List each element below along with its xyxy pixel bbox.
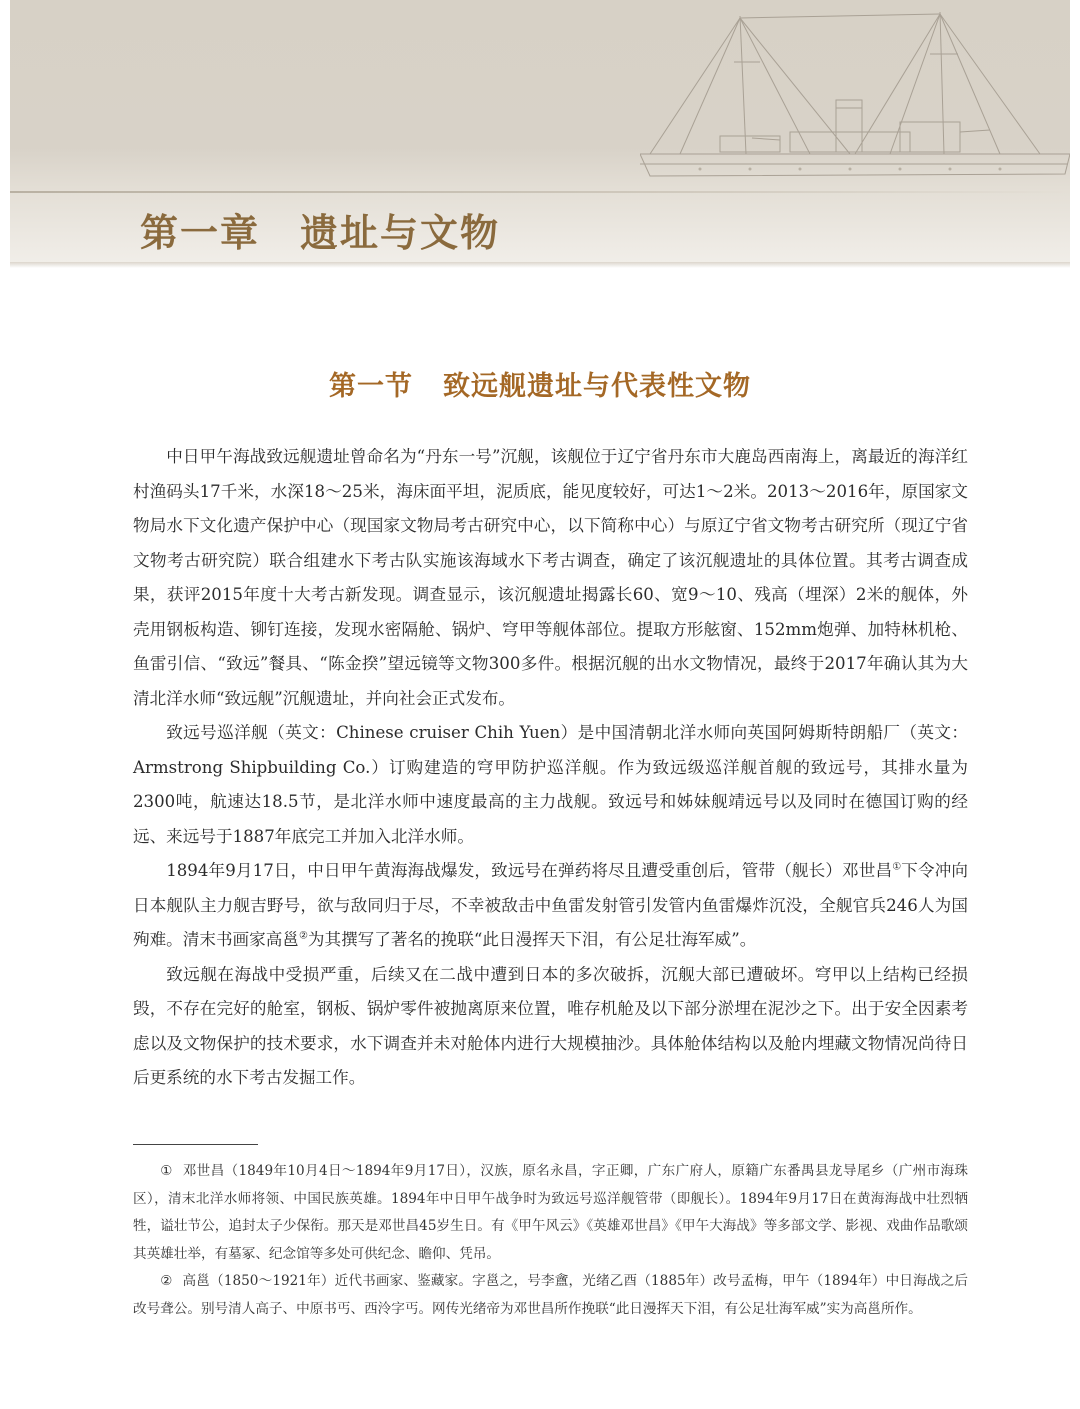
paragraph-4: 致远舰在海战中受损严重，后续又在二战中遭到日本的多次破拆，沉舰大部已遭破坏。穹甲以上结构已经损毁，不存在完好的舱室，钢板、锅炉零件被抛离原来位置，唯存机舱及以下部分淤埋在泥沙之下。出于安全因素考虑以及文物保护的技术要求，水下调查并未对舱体内进行大规模抽沙。具体舱体结构以及舱内埋藏文物情况尚待日后更系统的水下考古发掘工作。 (133, 964, 968, 1087)
body-text (133, 440, 968, 1096)
banner-bottom-edge (10, 262, 1070, 268)
footnote-divider (133, 1144, 258, 1145)
paragraph-1: 中日甲午海战致远舰遗址曾命名为“丹东一号”沉舰，该舰位于辽宁省丹东市大鹿岛西南海上，离最近的海洋红村渔码头17千米，水深18～25米，海床面平坦，泥质底，能见度较好，可达1～2米。2013～2016年，原国家文物局水下文化遗产保护中心（现国家文物局考古研究中心，以下简称中心）与原辽宁省文物考古研究所（现辽宁省文物考古研究院）联合组建水下考古队实施该海域水下考古调查，确定了该沉舰遗址的具体位置。其考古调查成果，获评2015年度十大考古新发现。调查显示，该沉舰遗址揭露长60、宽9～10、残高（埋深）2米的舰体，外壳用钢板构造、铆钉连接，发现水密隔舱、锅炉、穹甲等舰体部位。提取方形舷窗、152mm炮弹、加特林机枪、鱼雷引信、“致远”餐具、“陈金揆”望远镜等文物300多件。根据沉舰的出水文物情况，最终于2017年确认其为大清北洋水师“致远舰”沉舰遗址，并向社会正式发布。 (133, 447, 968, 708)
warship-sketch-illustration (640, 4, 1070, 192)
chapter-title (140, 202, 500, 257)
section-number: 第一节 (329, 371, 413, 402)
footnotes (133, 1158, 968, 1323)
footnote-2-text: 高邕（1850～1921年）近代书画家、鉴藏家。字邕之，号李盦，光绪乙酉（1885年）改号孟梅，甲午（1894年）中日海战之后改号聋公。别号清人高子、中原书丐、西泠字丐。网传光绪帝为邓世昌所作挽联“此日漫挥天下泪，有公足壮海军威”实为高邕所作。 (133, 1273, 968, 1317)
paragraph-3-part-2: 下令冲向日本舰队主力舰吉野号，欲与敌同归于尽，不幸被敌击中鱼雷发射管引发管内鱼雷爆炸沉没，全舰官兵246人为国殉难。清末书画家高邕 (133, 861, 969, 949)
paragraph-3 (133, 854, 968, 958)
paragraph-3-part-1: 1894年9月17日，中日甲午黄海海战爆发，致远号在弹药将尽且遭受重创后，管带（舰长）邓世昌 (166, 861, 893, 880)
footnote-1-text: 邓世昌（1849年10月4日～1894年9月17日），汉族，原名永昌，字正卿，广东广府人，原籍广东番禺县龙导尾乡（广州市海珠区），清末北洋水师将领、中国民族英雄。1894年中日甲午战争时为致远号巡洋舰管带（即舰长）。1894年9月17日在黄海海战中壮烈牺牲，谥壮节公，追封太子少保衔。那天是邓世昌45岁生日。有《甲午风云》《英雄邓世昌》《甲午大海战》等多部文学、影视、戏曲作品歌颂其英雄壮举，有墓冢、纪念馆等多处可供纪念、瞻仰、凭吊。 (133, 1163, 969, 1262)
footnote-2-mark: ② (160, 1273, 173, 1289)
chapter-number: 第一章 (140, 210, 261, 255)
paragraph-2: 致远号巡洋舰（英文：Chinese cruiser Chih Yuen）是中国清朝北洋水师向英国阿姆斯特朗船厂（英文：Armstrong Shipbuilding Co.）订购建造的穹甲防护巡洋舰。作为致远级巡洋舰首舰的致远号，其排水量为2300吨，航速达18.5节，是北洋水师中速度最高的主力战舰。致远号和姊妹舰靖远号以及同时在德国订购的经远、来远号于1887年底完工并加入北洋水师。 (133, 723, 968, 846)
paragraph-3-part-3: 为其撰写了著名的挽联“此日漫挥天下泪，有公足壮海军威”。 (307, 930, 757, 949)
chapter-name: 遗址与文物 (300, 210, 501, 255)
section-title (0, 364, 1080, 403)
banner-divider (10, 191, 1070, 193)
footnote-1-mark: ① (160, 1163, 173, 1179)
section-name: 致远舰遗址与代表性文物 (443, 371, 751, 402)
footnote-1 (133, 1158, 968, 1268)
footnote-ref-1[interactable]: ① (892, 861, 902, 873)
footnote-ref-2[interactable]: ② (298, 930, 308, 942)
footnote-2 (133, 1268, 968, 1323)
